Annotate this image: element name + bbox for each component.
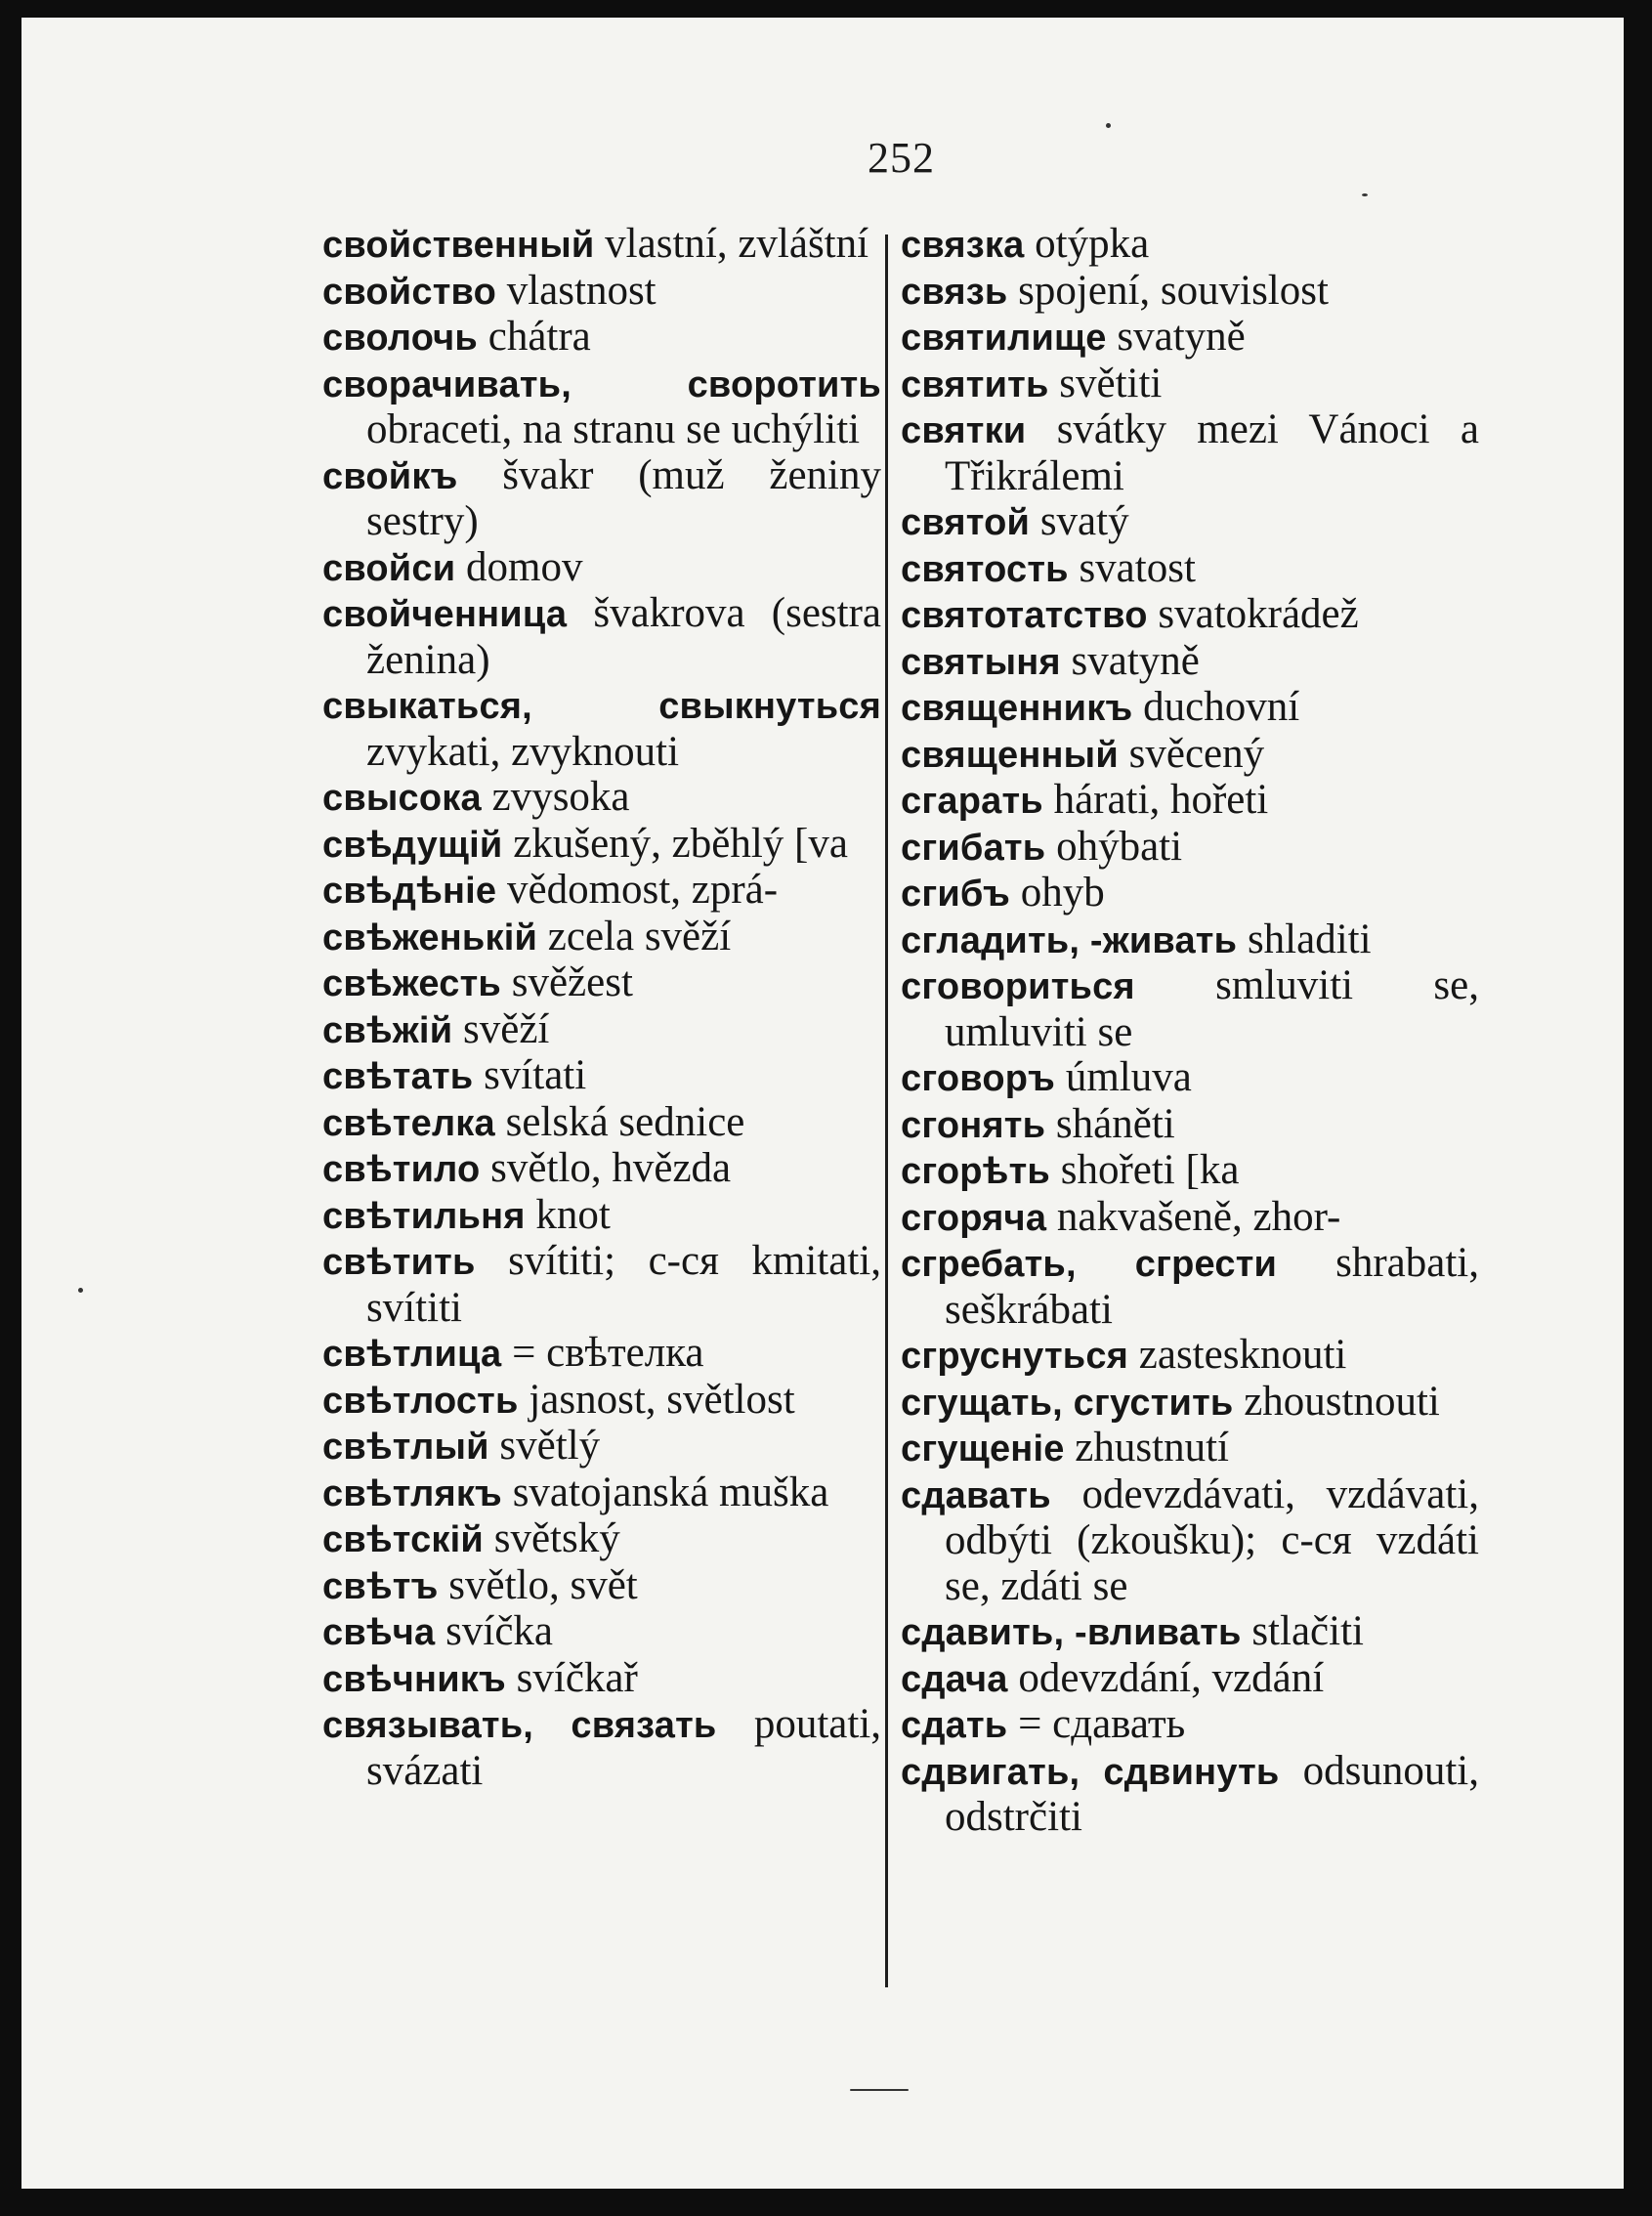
entry-headword: свѣтлица — [322, 1334, 502, 1375]
entry-headword: свѣча — [322, 1612, 436, 1653]
entry-headword: свѣтать — [322, 1056, 474, 1097]
dictionary-entry — [322, 1146, 881, 1193]
entry-definition: světský — [493, 1515, 620, 1561]
entry-headword: сдвигать, сдвинуть — [901, 1751, 1280, 1793]
entry-headword: святить — [901, 363, 1049, 405]
entry-headword: сгонять — [901, 1104, 1046, 1146]
dictionary-entry — [322, 453, 881, 545]
dictionary-entry — [901, 546, 1479, 593]
entry-headword: сгибъ — [901, 874, 1010, 915]
dictionary-entry — [901, 1380, 1479, 1427]
dictionary-entry — [901, 592, 1479, 639]
dictionary-entry — [322, 1516, 881, 1563]
entry-definition: svěcený — [1128, 730, 1265, 777]
entry-headword: сгоряча — [901, 1197, 1047, 1239]
entry-headword: свѣженькій — [322, 916, 538, 959]
dictionary-entry — [322, 1193, 881, 1240]
entry-headword: связь — [901, 271, 1008, 313]
entry-headword: свѣтлый — [322, 1427, 489, 1468]
entry-headword: свойство — [322, 271, 496, 313]
entry-headword: сгущеніе — [901, 1428, 1065, 1470]
page-number: 252 — [868, 134, 935, 182]
dictionary-entry — [322, 1007, 881, 1054]
entry-headword: сговориться — [901, 966, 1135, 1007]
entry-definition: otýpka — [1035, 221, 1150, 267]
column-divider — [885, 234, 888, 1987]
dictionary-entry — [901, 1333, 1479, 1380]
entry-headword: сгладить, -живать — [901, 919, 1238, 961]
dictionary-entry — [322, 1100, 881, 1147]
entry-headword: святилище — [901, 318, 1107, 359]
entry-definition: odevzdávati, vzdávati, odbýti (zkoušku); с-ся vzdáti se, zdáti se — [945, 1470, 1479, 1609]
dictionary-entry — [322, 269, 881, 316]
entry-definition: stlačiti — [1251, 1608, 1364, 1654]
entry-headword: святыня — [901, 641, 1061, 683]
entry-headword: свысока — [322, 778, 482, 819]
dictionary-entry — [322, 775, 881, 822]
entry-definition: světlo, svět — [448, 1561, 638, 1608]
entry-definition: svátky mezi Vánoci a Třikrálemi — [945, 406, 1480, 499]
entry-definition: svatost — [1079, 544, 1196, 591]
dictionary-entry — [901, 1656, 1479, 1703]
entry-headword: сгорѣть — [901, 1151, 1050, 1192]
entry-definition: ohyb — [1020, 870, 1105, 916]
dictionary-entry — [901, 269, 1479, 316]
entry-headword: свѣтелка — [322, 1102, 495, 1144]
dictionary-entry — [901, 1472, 1479, 1610]
dictionary-entry — [901, 362, 1479, 408]
dictionary-entry — [322, 1424, 881, 1470]
dictionary-entry — [901, 963, 1479, 1055]
entry-headword: сгруснуться — [901, 1336, 1129, 1377]
entry-headword: сгребать, сгрести — [901, 1244, 1278, 1285]
entry-definition: svatý — [1039, 498, 1129, 544]
entry-definition: knot — [535, 1191, 611, 1238]
dictionary-entry — [901, 732, 1479, 779]
dictionary-entry — [901, 1702, 1479, 1749]
entry-definition: světlý — [499, 1423, 601, 1469]
entry-definition: hárati, hořeti — [1053, 777, 1269, 823]
dictionary-entry — [322, 591, 881, 683]
dictionary-entry — [322, 1378, 881, 1425]
entry-headword: свѣтильня — [322, 1195, 526, 1237]
dictionary-entry — [322, 545, 881, 592]
entry-headword: свѣтило — [322, 1149, 481, 1190]
dictionary-entry — [901, 1195, 1479, 1242]
entry-definition: shrabati, seškrábati — [945, 1240, 1479, 1333]
entry-headword: сволочь — [322, 318, 478, 359]
entry-definition: odevzdání, vzdání — [1018, 1654, 1325, 1701]
dictionary-entry — [322, 1609, 881, 1656]
entry-definition: švakr (muž ženiny sestry) — [366, 451, 881, 544]
entry-definition: nakvašeně, zhor- — [1056, 1193, 1341, 1240]
dictionary-entry — [322, 960, 881, 1007]
dictionary-entry — [322, 315, 881, 362]
entry-headword: сдача — [901, 1658, 1008, 1700]
print-speck — [1106, 123, 1111, 128]
dictionary-entry — [901, 222, 1479, 269]
dictionary-entry — [901, 917, 1479, 964]
dictionary-entry — [901, 1102, 1479, 1149]
entry-definition: odsunouti, odstrčiti — [945, 1747, 1480, 1840]
dictionary-entry — [322, 222, 881, 269]
entry-definition: zkušený, zběhlý [va — [513, 820, 848, 867]
entry-definition: = свѣтелка — [512, 1330, 704, 1376]
entry-headword: святой — [901, 502, 1031, 543]
dictionary-entry — [901, 639, 1479, 686]
entry-headword: свойкъ — [322, 455, 458, 497]
entry-headword: сгибать — [901, 827, 1046, 869]
dictionary-page — [21, 18, 1624, 2189]
print-speck — [850, 2089, 909, 2091]
left-column — [322, 222, 881, 1794]
entry-definition: svatyně — [1071, 637, 1200, 684]
dictionary-entry — [901, 315, 1479, 362]
entry-definition: poutati, svázati — [366, 1701, 881, 1794]
entry-headword: связывать, связать — [322, 1705, 717, 1746]
entry-definition: světlo, hvězda — [490, 1145, 732, 1191]
dictionary-entry — [901, 499, 1479, 546]
entry-definition: jasnost, světlost — [529, 1376, 795, 1423]
entry-headword: свѣтить — [322, 1242, 476, 1283]
dictionary-entry — [322, 822, 881, 869]
entry-definition: shladiti — [1247, 916, 1372, 962]
dictionary-entry — [322, 1656, 881, 1703]
right-column — [901, 222, 1479, 1841]
entry-headword: свойченница — [322, 594, 568, 635]
entry-headword: свѣжесть — [322, 963, 501, 1004]
entry-definition: zvysoka — [491, 774, 630, 820]
entry-definition: svěžest — [511, 959, 633, 1005]
entry-headword: священникъ — [901, 688, 1133, 729]
dictionary-entry — [901, 1148, 1479, 1195]
entry-headword: сдавать — [901, 1474, 1051, 1516]
entry-headword: свыкаться, свыкнуться — [322, 686, 881, 727]
entry-headword: свѣтлость — [322, 1380, 519, 1422]
entry-headword: святость — [901, 548, 1069, 590]
entry-definition: chátra — [487, 314, 591, 360]
entry-definition: zhustnutí — [1075, 1425, 1229, 1470]
dictionary-entry — [322, 1702, 881, 1794]
entry-headword: свѣтскій — [322, 1519, 484, 1560]
dictionary-entry — [322, 1331, 881, 1378]
entry-definition: svěží — [463, 1005, 550, 1052]
entry-headword: святотатство — [901, 595, 1148, 636]
dictionary-entry — [322, 868, 881, 915]
dictionary-entry — [901, 778, 1479, 825]
entry-definition: ohýbati — [1056, 823, 1183, 870]
dictionary-entry — [901, 407, 1479, 499]
entry-definition: spojení, souvislost — [1018, 267, 1329, 314]
dictionary-entry — [901, 685, 1479, 732]
entry-headword: свѣчникъ — [322, 1658, 506, 1700]
entry-headword: свойственный — [322, 225, 595, 266]
entry-definition: domov — [466, 543, 583, 590]
entry-definition: vědomost, zprá- — [507, 867, 779, 913]
entry-definition: svatojanská muška — [512, 1469, 829, 1515]
entry-definition: vlastnost — [506, 267, 657, 314]
entry-definition: svíčkař — [516, 1654, 638, 1701]
dictionary-entry — [901, 1055, 1479, 1102]
entry-headword: сговоръ — [901, 1058, 1056, 1099]
entry-definition: zhoustnouti — [1244, 1378, 1440, 1425]
dictionary-entry — [322, 1053, 881, 1100]
entry-definition: zcela svěží — [547, 913, 732, 959]
entry-headword: святки — [901, 410, 1027, 451]
entry-definition: duchovní — [1143, 684, 1300, 730]
entry-definition: svíčka — [445, 1608, 553, 1654]
entry-definition: svatokrádež — [1158, 591, 1359, 637]
entry-definition: vlastní, zvláštní — [605, 221, 869, 267]
entry-headword: свѣдущій — [322, 824, 503, 866]
dictionary-entry — [901, 1426, 1479, 1472]
entry-definition: světiti — [1059, 360, 1163, 406]
entry-headword: сгущать, сгустить — [901, 1382, 1234, 1424]
dictionary-entry — [322, 1239, 881, 1331]
entry-definition: sháněti — [1055, 1100, 1175, 1147]
entry-definition: = сдавать — [1018, 1701, 1186, 1747]
entry-definition: zvykati, zvyknouti — [366, 728, 680, 775]
entry-definition: zastesknouti — [1138, 1332, 1347, 1378]
dictionary-entry — [901, 1241, 1479, 1333]
dictionary-entry — [322, 1470, 881, 1517]
entry-headword: свѣтлякъ — [322, 1472, 502, 1514]
dictionary-entry — [901, 871, 1479, 917]
print-speck — [78, 1288, 83, 1293]
entry-definition: smluviti se, umluviti se — [945, 962, 1479, 1055]
dictionary-entry — [322, 683, 881, 775]
entry-headword: связка — [901, 225, 1025, 266]
entry-headword: священный — [901, 734, 1119, 776]
entry-definition: obraceti, na stranu se uchýliti — [366, 406, 861, 452]
dictionary-entry — [322, 1563, 881, 1610]
entry-definition: švakrova (sestra ženina) — [366, 590, 882, 683]
print-speck — [1362, 193, 1368, 196]
entry-definition: shořeti [ka — [1060, 1147, 1240, 1193]
entry-headword: сдавить, -вливать — [901, 1612, 1242, 1653]
entry-definition: svítiti; с-ся kmitati, svítiti — [366, 1238, 881, 1331]
dictionary-entry — [322, 915, 881, 961]
entry-definition: úmluva — [1065, 1054, 1192, 1100]
entry-definition: svítati — [484, 1052, 587, 1098]
entry-headword: свойси — [322, 547, 456, 589]
entry-headword: свѣтъ — [322, 1565, 439, 1607]
entry-headword: сворачивать, своротить — [322, 363, 881, 405]
entry-definition: svatyně — [1117, 314, 1246, 360]
entry-headword: свѣжій — [322, 1009, 453, 1051]
dictionary-entry — [901, 1749, 1479, 1841]
dictionary-entry — [322, 362, 881, 453]
dictionary-entry — [901, 825, 1479, 872]
entry-headword: сгарать — [901, 781, 1043, 822]
dictionary-entry — [901, 1609, 1479, 1656]
entry-headword: свѣдѣніе — [322, 871, 497, 912]
entry-headword: сдать — [901, 1705, 1008, 1746]
entry-definition: selská sednice — [505, 1098, 745, 1145]
